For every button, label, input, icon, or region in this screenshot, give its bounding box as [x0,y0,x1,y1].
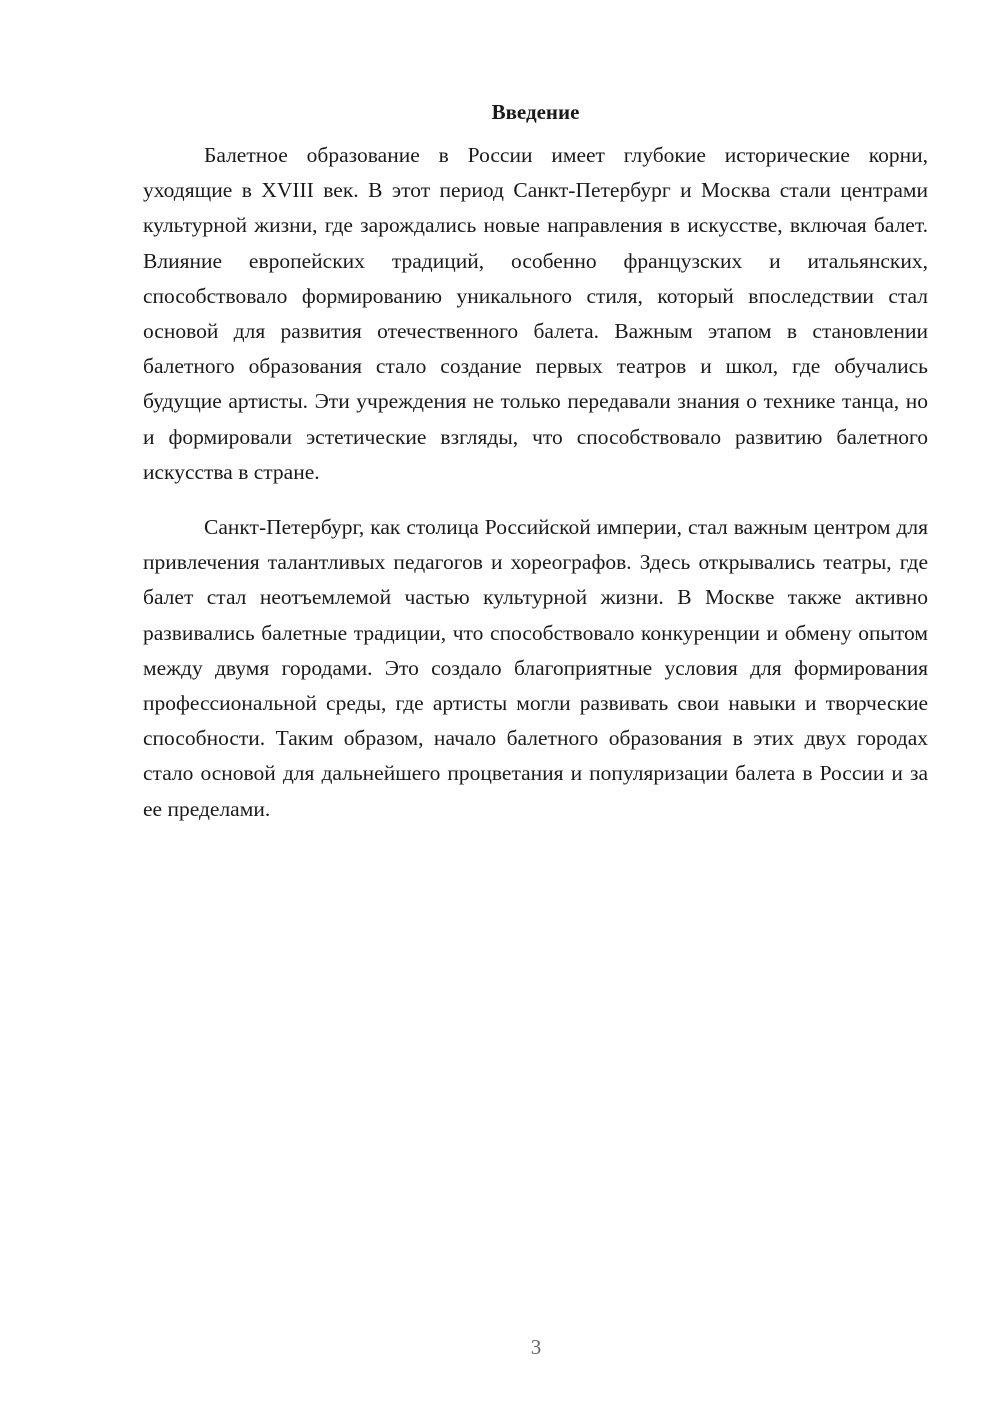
page-number: 3 [530,1335,542,1359]
paragraph-cities: Санкт-Петербург, как столица Российской империи, стал важным центром для привлечения талантливых педагогов и хореографов. Здесь открывались театры, где балет стал неотъемлемой частью культурной жизни. В Москве также активно развивались балетные традиции, что способствовало конкуренции и обмену опытом между двумя городами. Это создало благоприятные условия для формирования профессиональной среды, где артисты могли развивать свои навыки и творческие способности. Таким образом, начало балетного образования в этих двух городах стало основой для дальнейшего процветания и популяризации балета в России и за ее пределами. [143,515,928,821]
paragraph-intro: Балетное образование в России имеет глубокие исторические корни, уходящие в XVIII век. В этот период Санкт-Петербург и Москва стали центрами культурной жизни, где зарождались новые направления в искусстве, включая балет. Влияние европейских традиций, особенно французских и итальянских, способствовало формированию уникального стиля, который впоследствии стал основой для развития отечественного балета. Важным этапом в становлении балетного образования стало создание первых театров и школ, где обучались будущие артисты. Эти учреждения не только передавали знания о технике танца, но и формировали эстетические взгляды, что способствовало развитию балетного искусства в стране. [143,143,928,484]
page-content [143,96,928,827]
section-heading: Введение [491,100,580,124]
